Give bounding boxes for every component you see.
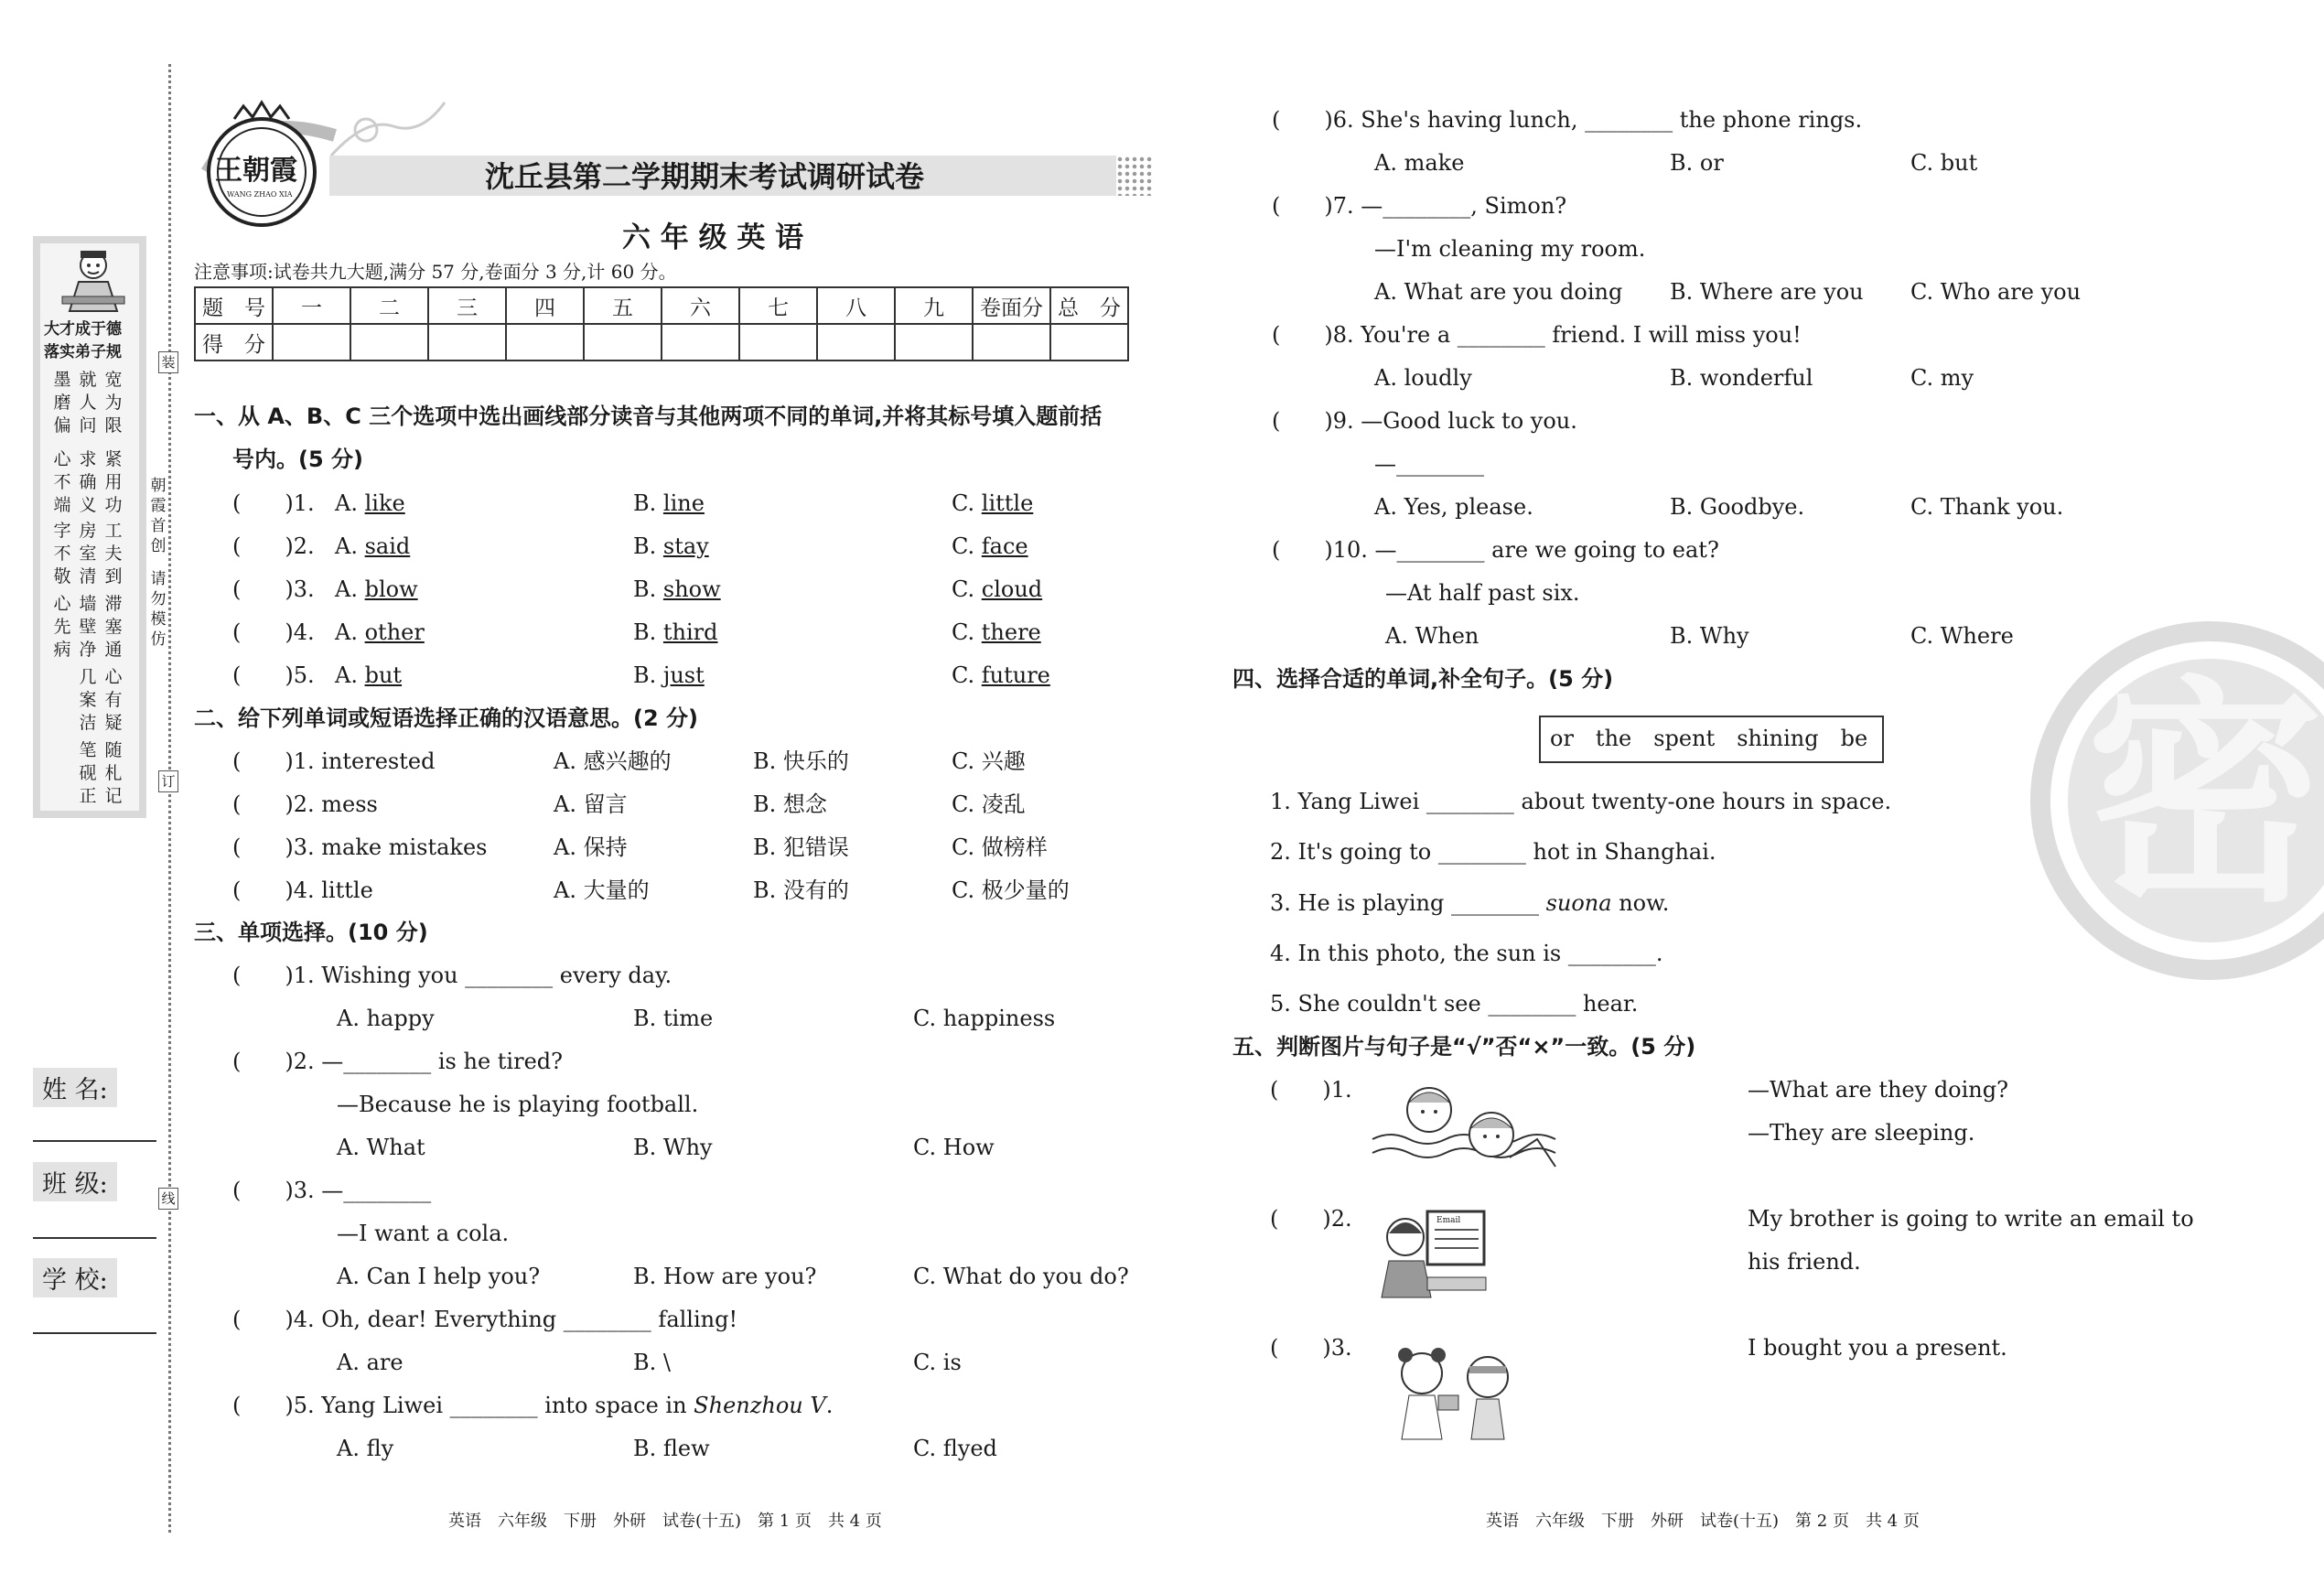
s3-q5-option-b: B. flew [633, 1436, 710, 1461]
s3-q4-option-c: C. is [913, 1350, 962, 1375]
score-header-cell: 八 [817, 287, 895, 324]
option-word: line [662, 490, 705, 516]
s3-q5-stem [232, 1392, 833, 1419]
section-5-title: 五、判断图片与句子是“√”否“×”一致。(5 分) [1232, 1034, 1696, 1060]
s5-sentence: —They are sleeping. [1748, 1120, 1975, 1146]
gift-giving-kids-icon [1374, 1340, 1539, 1441]
s2-option-c: C. 极少量的 [952, 877, 1070, 903]
s2-option-c: C. 做榜样 [952, 834, 1048, 860]
s3-q7-option-b: B. Where are you [1670, 279, 1864, 305]
s3-q2-line2: —Because he is playing football. [337, 1092, 699, 1117]
s1-question-number: ( )5. [232, 662, 315, 688]
score-cell[interactable] [273, 324, 350, 361]
s2-option-a: A. 留言 [554, 791, 628, 817]
score-cell[interactable] [1050, 324, 1128, 361]
option-label: C. [952, 490, 982, 516]
s4-sentence: 5. She couldn't see ________ hear. [1270, 991, 1639, 1017]
q5-stem-italic: Shenzhou V [694, 1393, 826, 1418]
s2-option-b: B. 想念 [753, 791, 827, 817]
s4-sentence: 2. It's going to ________ hot in Shanghai. [1270, 839, 1716, 865]
s3-q1-option-c: C. happiness [913, 1006, 1056, 1031]
option-label: C. [952, 576, 982, 602]
score-header-cell: 一 [273, 287, 350, 324]
option-label: B. [633, 533, 663, 559]
score-table [194, 286, 1129, 361]
s3-q7-option-a: A. What are you doing [1374, 279, 1623, 305]
option-word: blow [364, 576, 418, 602]
motto-column: 墙壁净 [79, 594, 97, 660]
option-label: A. [335, 533, 365, 559]
vertical-note: 请勿模仿 [150, 570, 167, 649]
motto-column: 随札记 [104, 740, 123, 806]
s5-sentence: I bought you a present. [1748, 1335, 2007, 1361]
option-word: little [981, 490, 1034, 516]
s3-q6-option-b: B. or [1670, 150, 1724, 176]
s1-question-number: ( )1. [232, 490, 315, 516]
motto-column: 心有疑 [104, 667, 123, 733]
s1-option-c [952, 619, 1041, 646]
s4-sentence-end: now. [1611, 890, 1670, 916]
s1-option-c [952, 533, 1028, 560]
option-word: show [662, 576, 721, 602]
option-label: B. [633, 662, 663, 688]
s2-option-a: A. 感兴趣的 [554, 748, 672, 774]
s1-option-a [335, 490, 405, 517]
score-header-cell: 总 分 [1050, 287, 1128, 324]
s3-q2-stem: ( )2. —________ is he tired? [232, 1049, 564, 1074]
s3-q7-option-c: C. Who are you [1910, 279, 2082, 305]
email-screen-label: Email [1436, 1216, 1461, 1225]
option-label: C. [952, 619, 982, 645]
vertical-note: 朝霞首创 [150, 477, 167, 555]
option-label: A. [335, 576, 365, 602]
motto-column: 心不端 [53, 449, 71, 515]
score-cell[interactable] [350, 324, 428, 361]
swimming-kids-icon [1372, 1075, 1565, 1180]
scholar-figure-icon [57, 245, 130, 317]
s3-q10-stem: ( )10. —________ are we going to eat? [1272, 537, 1719, 563]
s3-q1-option-b: B. time [633, 1006, 714, 1031]
binding-line [168, 64, 171, 1533]
motto-bottom: 落实弟子规 [44, 343, 122, 361]
s2-question: ( )1. interested [232, 748, 436, 774]
s1-option-b [633, 619, 718, 646]
motto-column: 笔砚正 [79, 740, 97, 806]
s1-question-number: ( )3. [232, 576, 315, 602]
footer-left: 英语 六年级 下册 外研 试卷(十五) 第 1 页 共 4 页 [448, 1512, 882, 1531]
s1-option-a [335, 619, 425, 646]
s5-item-number: ( )3. [1270, 1335, 1352, 1361]
s1-option-c [952, 662, 1050, 689]
s5-item-number: ( )2. [1270, 1206, 1352, 1232]
score-cell[interactable] [506, 324, 584, 361]
option-word: future [981, 662, 1050, 688]
exam-title: 沈丘县第二学期期末考试调研试卷 [485, 159, 925, 194]
option-label: C. [952, 662, 982, 688]
motto-column: 房室清 [79, 521, 97, 587]
s1-option-b [633, 662, 705, 689]
s3-q2-option-c: C. How [913, 1135, 995, 1160]
motto-column: 心先病 [53, 594, 71, 660]
option-label: C. [952, 533, 982, 559]
s3-q5-option-a: A. fly [337, 1436, 394, 1461]
s3-q7-stem: ( )7. —________, Simon? [1272, 193, 1567, 219]
section-3-title: 三、单项选择。(10 分) [194, 920, 428, 945]
option-label: A. [335, 619, 365, 645]
s3-q4-option-a: A. are [337, 1350, 403, 1375]
s2-option-b: B. 没有的 [753, 877, 849, 903]
exam-notice: 注意事项:试卷共九大题,满分 57 分,卷面分 3 分,计 60 分。 [194, 261, 677, 283]
s3-q6-option-c: C. but [1910, 150, 1978, 176]
s3-q1-stem: ( )1. Wishing you ________ every day. [232, 963, 672, 988]
class-field[interactable] [33, 1237, 156, 1239]
s2-option-b: B. 犯错误 [753, 834, 849, 860]
motto-column: 字不敬 [53, 521, 71, 587]
score-header-cell: 三 [428, 287, 506, 324]
watermark-text: 密 [2086, 658, 2324, 934]
logo-text: 王朝霞 [215, 155, 297, 187]
s1-option-c [952, 490, 1033, 517]
s3-q4-stem: ( )4. Oh, dear! Everything ________ falling! [232, 1307, 738, 1332]
s3-q5-option-c: C. flyed [913, 1436, 997, 1461]
motto-column: 宽为限 [104, 370, 123, 436]
motto-column: 求确义 [79, 449, 97, 515]
score-header-cell: 九 [895, 287, 973, 324]
s3-q6-stem: ( )6. She's having lunch, ________ the phone rings. [1272, 107, 1863, 133]
option-label: A. [335, 662, 365, 688]
s2-option-a: A. 大量的 [554, 877, 650, 903]
s3-q6-option-a: A. make [1374, 150, 1465, 176]
s3-q3-stem: ( )3. —________ [232, 1178, 432, 1203]
s3-q9-option-c: C. Thank you. [1910, 494, 2064, 520]
option-label: A. [335, 490, 365, 516]
s3-q7-line2: —I'm cleaning my room. [1374, 236, 1646, 262]
page-divider [1194, 91, 1197, 1537]
s5-sentence: —What are they doing? [1748, 1077, 2008, 1103]
s4-sentence: 4. In this photo, the sun is ________. [1270, 941, 1663, 966]
name-field[interactable] [33, 1140, 156, 1142]
score-cell[interactable] [973, 324, 1050, 361]
s3-q8-stem: ( )8. You're a ________ friend. I will miss you! [1272, 322, 1802, 348]
q5-stem-text: ( )5. Yang Liwei ________ into space in [232, 1393, 694, 1418]
s3-q3-option-a: A. Can I help you? [337, 1264, 541, 1289]
s4-sentence-italic: suona [1545, 890, 1612, 916]
option-word: just [662, 662, 705, 688]
s1-option-b [633, 576, 721, 603]
s5-sentence: My brother is going to write an email to [1748, 1206, 2194, 1232]
s3-q9-stem: ( )9. —Good luck to you. [1272, 408, 1577, 434]
s3-q2-option-b: B. Why [633, 1135, 713, 1160]
s3-q9-line2: —________ [1374, 451, 1484, 477]
school-label: 学 校: [33, 1258, 117, 1297]
s2-question: ( )4. little [232, 877, 373, 903]
s4-sentence-text: 3. He is playing ________ [1270, 890, 1546, 916]
s3-q10-option-c: C. Where [1910, 623, 2014, 649]
option-word: like [364, 490, 405, 516]
score-header-row [195, 287, 1128, 324]
s3-q4-option-b: B. \ [633, 1350, 671, 1375]
score-header-cell: 二 [350, 287, 428, 324]
s1-question-number: ( )4. [232, 619, 315, 645]
s3-q8-option-c: C. my [1910, 365, 1974, 391]
s3-q10-line2: —At half past six. [1385, 580, 1580, 606]
score-header-cell: 七 [739, 287, 817, 324]
option-word: face [981, 533, 1028, 559]
s5-item-number: ( )1. [1270, 1077, 1352, 1103]
option-word: other [364, 619, 425, 645]
s2-question: ( )2. mess [232, 791, 378, 817]
s1-option-a [335, 576, 418, 603]
footer-right: 英语 六年级 下册 外研 试卷(十五) 第 2 页 共 4 页 [1486, 1512, 1920, 1531]
score-cell[interactable] [428, 324, 506, 361]
s1-option-b [633, 490, 705, 517]
option-word: but [364, 662, 403, 688]
s3-q10-option-a: A. When [1385, 623, 1479, 649]
s1-option-b [633, 533, 709, 560]
binding-seal: 订 [158, 770, 178, 792]
computer-email-icon [1380, 1206, 1490, 1299]
score-cell[interactable] [584, 324, 662, 361]
motto-column: 工夫到 [104, 521, 123, 587]
s3-q2-option-a: A. What [337, 1135, 425, 1160]
ribbon-decoration-icon [329, 99, 448, 163]
word-bank-words: or the spent shining be [1550, 726, 1868, 751]
logo-subtext: WANG ZHAO XIA [227, 190, 293, 199]
s1-option-c [952, 576, 1042, 603]
option-label: B. [633, 576, 663, 602]
s3-q8-option-a: A. loudly [1374, 365, 1472, 391]
binding-seal: 线 [158, 1188, 178, 1210]
score-header-cell: 四 [506, 287, 584, 324]
option-label: B. [633, 490, 663, 516]
motto-column: 滞塞通 [104, 594, 123, 660]
s2-option-b: B. 快乐的 [753, 748, 849, 774]
s3-q9-option-b: B. Goodbye. [1670, 494, 1805, 520]
option-word: third [662, 619, 718, 645]
s1-option-a [335, 662, 402, 689]
score-cell[interactable] [662, 324, 739, 361]
option-label: B. [633, 619, 663, 645]
s3-q3-option-c: C. What do you do? [913, 1264, 1129, 1289]
section-2-title: 二、给下列单词或短语选择正确的汉语意思。(2 分) [194, 705, 698, 731]
motto-column: 几案洁 [79, 667, 97, 733]
option-word: cloud [981, 576, 1043, 602]
score-cell[interactable] [817, 324, 895, 361]
s3-q8-option-b: B. wonderful [1670, 365, 1813, 391]
exam-subtitle: 六 年 级 英 语 [622, 221, 804, 254]
s3-q9-option-a: A. Yes, please. [1374, 494, 1533, 520]
school-field[interactable] [33, 1332, 156, 1334]
q5-stem-end: . [825, 1393, 834, 1418]
score-row-label: 得 分 [195, 324, 273, 361]
name-label: 姓 名: [33, 1068, 117, 1107]
score-header-cell: 五 [584, 287, 662, 324]
s3-q1-option-a: A. happy [337, 1006, 435, 1031]
motto-column: 就人问 [79, 370, 97, 436]
score-cell[interactable] [895, 324, 973, 361]
motto-column: 紧用功 [104, 449, 123, 515]
motto-column: 墨磨偏 [53, 370, 71, 436]
section-4-title: 四、选择合适的单词,补全句子。(5 分) [1232, 666, 1614, 692]
banner-dots [1116, 156, 1153, 196]
s5-sentence: his friend. [1748, 1249, 1861, 1275]
score-header-cell: 题 号 [195, 287, 273, 324]
s3-q10-option-b: B. Why [1670, 623, 1749, 649]
score-header-cell: 卷面分 [973, 287, 1050, 324]
s1-option-a [335, 533, 410, 560]
option-word: said [364, 533, 411, 559]
section-1-title: 一、从 A、B、C 三个选项中选出画线部分读音与其他两项不同的单词,并将其标号填入题前括 [194, 404, 1103, 429]
s3-q3-option-b: B. How are you? [633, 1264, 817, 1289]
s2-option-a: A. 保持 [554, 834, 628, 860]
binding-seal: 装 [158, 351, 178, 373]
option-word: stay [662, 533, 709, 559]
s1-question-number: ( )2. [232, 533, 315, 559]
s4-sentence [1270, 889, 1669, 917]
option-word: there [981, 619, 1041, 645]
s2-option-c: C. 凌乱 [952, 791, 1026, 817]
s4-sentence: 1. Yang Liwei ________ about twenty-one hours in space. [1270, 789, 1892, 814]
class-label: 班 级: [33, 1162, 117, 1201]
s3-q3-line2: —I want a cola. [337, 1221, 510, 1246]
score-value-row [195, 324, 1128, 361]
score-header-cell: 六 [662, 287, 739, 324]
s2-option-c: C. 兴趣 [952, 748, 1026, 774]
s2-question: ( )3. make mistakes [232, 834, 488, 860]
score-cell[interactable] [739, 324, 817, 361]
motto-top: 大才成于德 [44, 320, 122, 339]
section-1-title-cont: 号内。(5 分) [232, 447, 363, 472]
